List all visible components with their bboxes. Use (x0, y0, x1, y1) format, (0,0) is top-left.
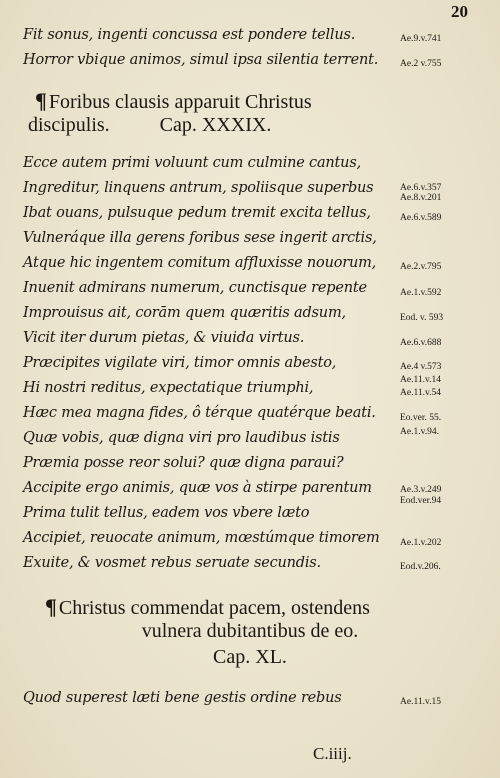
verse-line: Atque hic ingentem comitum affluxisse nouorum, (23, 255, 377, 271)
marginal-reference: Eo.ver. 55. (400, 413, 442, 423)
verse-line: Quæ vobis, quæ digna viri pro laudibus istis (23, 430, 340, 446)
verse-line: Ingreditur, linquens antrum, spoliisque superbus (23, 180, 374, 196)
chapter-number: Cap. XXXIX. (159, 114, 272, 136)
page-number: 20 (451, 2, 468, 21)
chapter-heading (45, 594, 485, 620)
verse-line: Quod superest læti bene gestis ordine rebus (23, 690, 342, 706)
marginal-reference: Ae.6.v.357 (400, 183, 442, 193)
marginal-reference: Ae.6.v.589 (400, 213, 442, 223)
verse-line: Inuenit admirans numerum, cunctisque repente (23, 280, 367, 296)
marginal-reference: Ae.6.v.688 (400, 338, 442, 348)
verse-line: Accipiet, reuocate animum, mœstúmque timorem (23, 530, 380, 546)
marginal-reference: Eod.v.206. (400, 562, 441, 572)
verse-line: Vulneráque illa gerens foribus sese ingerit arctis, (23, 230, 377, 246)
chapter-title-continued: discipulis. (28, 114, 110, 136)
signature-mark: C.iiij. (313, 744, 352, 763)
marginal-reference: Ae.9.v.741 (400, 34, 442, 44)
marginal-reference: Ae.2.v.795 (400, 262, 442, 272)
verse-line: Exuite, & vosmet rebus seruate secundis. (23, 555, 321, 571)
verse-line: Hi nostri reditus, expectatique triumphi, (23, 380, 314, 396)
verse-line: Accipite ergo animis, quæ vos à stirpe parentum (23, 480, 372, 496)
pilcrow-mark: ¶ (45, 594, 57, 619)
marginal-reference: Eod.ver.94 (400, 496, 442, 506)
chapter-heading-line2 (28, 114, 468, 137)
marginal-reference: Ae.1.v.592 (400, 288, 442, 298)
verse-line: Hæc mea magna fides, ô térque quatérque beati. (23, 405, 376, 421)
chapter-title: Christus commendat pacem, ostendens (58, 597, 370, 619)
verse-line: Prima tulit tellus, eadem vos vbere læto (23, 505, 310, 521)
verse-line: Præmia posse reor solui? quæ digna paraui? (23, 455, 344, 471)
marginal-reference: Ae.1.v.202 (400, 538, 442, 548)
marginal-reference: Ae.8.v.201 (400, 193, 442, 203)
verse-line: Horror vbique animos, simul ipsa silentia terrent. (23, 52, 379, 68)
marginal-reference: Eod. v. 593 (400, 313, 444, 323)
verse-line: Vicit iter durum pietas, & viuida virtus. (23, 330, 305, 346)
marginal-reference: Ae.1.v.94. (400, 427, 439, 437)
marginal-reference: Ae.4 v.573 (400, 362, 442, 372)
marginal-reference: Ae.2 v.755 (400, 59, 442, 69)
chapter-title-continued: vulnera dubitantibus de eo. (141, 620, 359, 642)
verse-line: Ibat ouans, pulsuque pedum tremit excita tellus, (23, 205, 371, 221)
marginal-reference: Ae.11.v.14 (400, 375, 441, 385)
marginal-reference: Ae.3.v.249 (400, 485, 442, 495)
verse-line: Ecce autem primi voluunt cum culmine cantus, (23, 155, 361, 171)
marginal-reference: Ae.11.v.15 (400, 697, 441, 707)
marginal-reference: Ae.11.v.54 (400, 388, 441, 398)
verse-line: Improuisus ait, corām quem quæritis adsum, (23, 305, 346, 321)
pilcrow-mark: ¶ (35, 88, 47, 113)
verse-line: Præcipites vigilate viri, timor omnis abesto, (23, 355, 337, 371)
chapter-heading (35, 88, 475, 114)
verse-line: Fit sonus, ingenti concussa est pondere tellus. (23, 27, 356, 43)
chapter-title: Foribus clausis apparuit Christus (48, 91, 312, 113)
chapter-number: Cap. XL. (213, 646, 287, 668)
